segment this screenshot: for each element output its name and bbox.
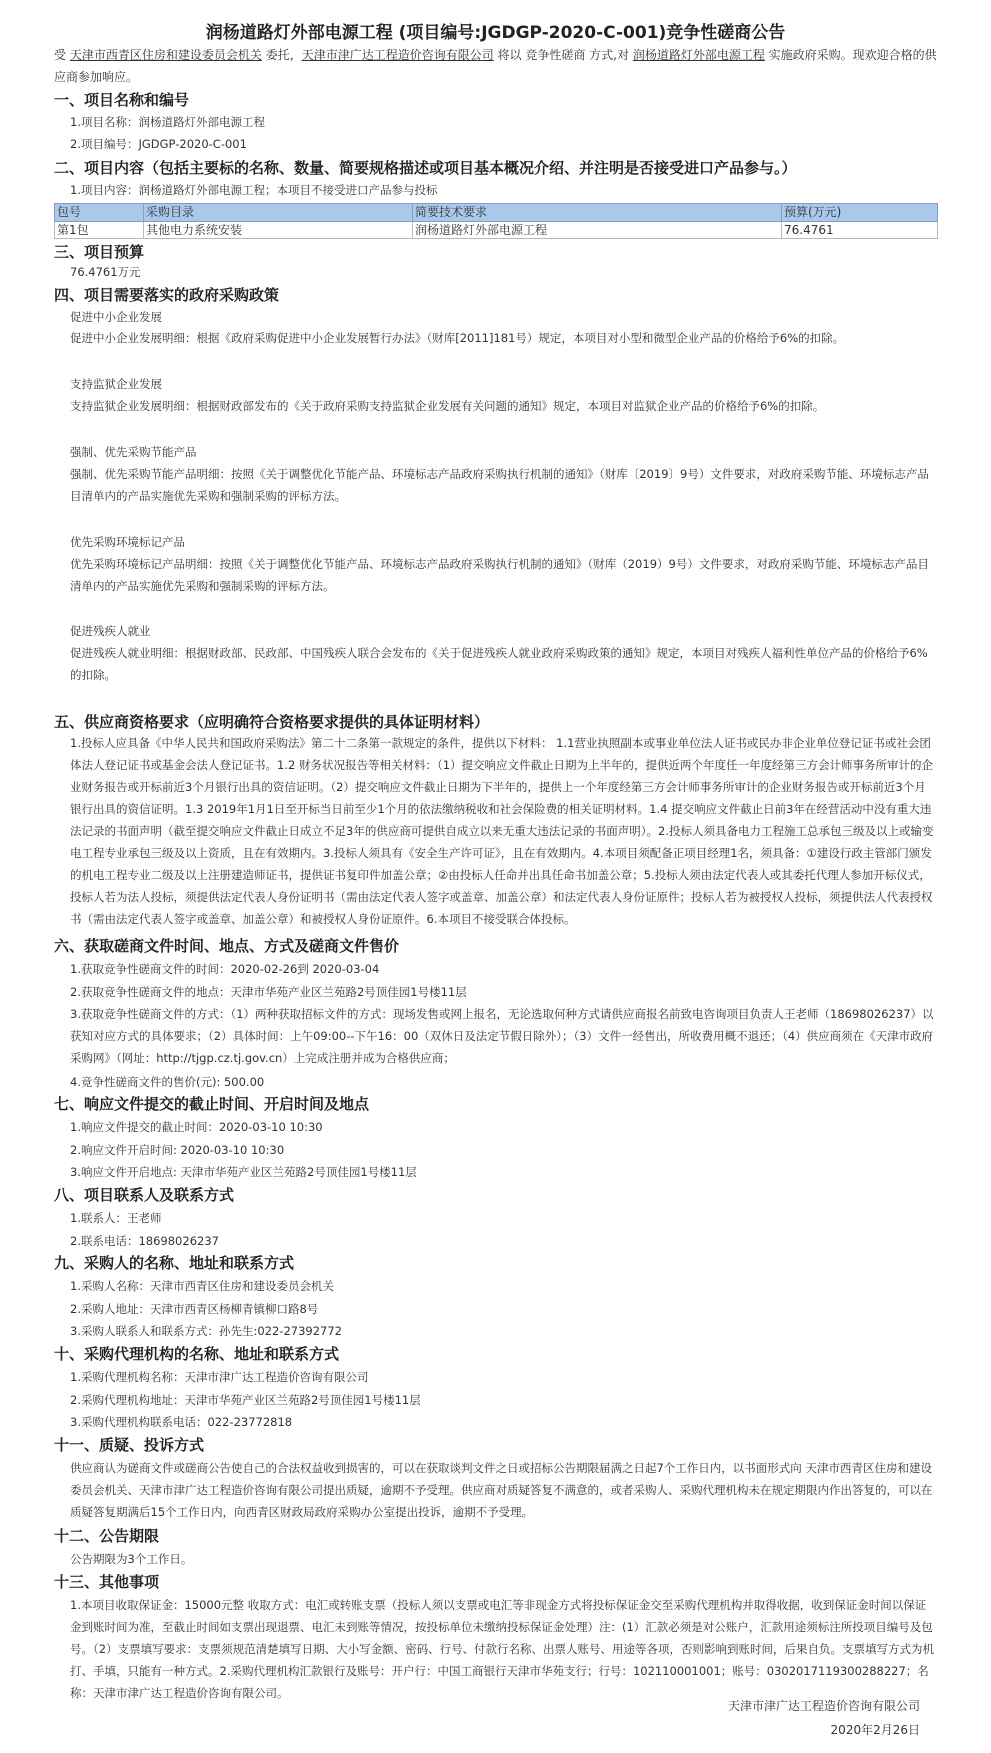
purchaser-contact: 3.采购人联系人和联系方式：孙先生:022-27392772 <box>70 1324 342 1338</box>
policy-prison-text: 支持监狱企业发展明细：根据财政部发布的《关于政府采购支持监狱企业发展有关问题的通知》规定，本项目对监狱企业产品的价格给予6%的扣除。 <box>70 399 825 413</box>
opening-time: 2.响应文件开启时间: 2020-03-10 10:30 <box>70 1143 285 1157</box>
contact-person: 1.联系人：王老师 <box>70 1211 162 1225</box>
section-5-heading: 五、供应商资格要求（应明确符合资格要求提供的具体证明材料） <box>54 713 490 731</box>
doc-price: 4.竞争性磋商文件的售价(元): 500.00 <box>70 1075 265 1089</box>
agency-link: 天津市津广达工程造价咨询有限公司 <box>301 48 494 62</box>
contact-phone: 2.联系电话：18698026237 <box>70 1234 219 1248</box>
project-content: 1.项目内容：润杨道路灯外部电源工程；本项目不接受进口产品参与投标 <box>70 183 438 197</box>
page-title: 润杨道路灯外部电源工程 (项目编号:JGDGP-2020-C-001)竞争性磋商公告 <box>205 23 786 43</box>
project-link: 润杨道路灯外部电源工程 <box>632 48 765 62</box>
signature-date: 2020年2月26日 <box>830 1723 920 1737</box>
doc-time: 1.获取竞争性磋商文件的时间：2020-02-26到 2020-03-04 <box>70 962 380 976</box>
cell-category: 其他电力系统安装 <box>144 222 413 239</box>
header-budget: 预算(万元) <box>782 204 938 222</box>
policy-eco-text: 优先采购环境标记产品明细：按照《关于调整优化节能产品、环境标志产品政府采购执行机制的通知》（财库（2019）9号）文件要求，对政府采购节能、环境标志产品目清单内的产品实施优先采购和强制采购的评标方法。 <box>70 557 929 593</box>
policy-energy-text: 强制、优先采购节能产品明细：按照《关于调整优化节能产品、环境标志产品政府采购执行机制的通知》（财库〔2019〕9号）文件要求，对政府采购节能、环境标志产品目清单内的产品实施优先采购和强制采购的评标方法。 <box>70 467 929 503</box>
section-7-heading: 七、响应文件提交的截止时间、开启时间及地点 <box>54 1095 370 1113</box>
project-number: 2.项目编号：JGDGP-2020-C-001 <box>70 137 247 151</box>
policy-prison-title: 支持监狱企业发展 <box>70 377 162 391</box>
intro-paragraph: 受 天津市西青区住房和建设委员会机关 委托，天津市津广达工程造价咨询有限公司 将以 竞争性磋商 方式,对 润杨道路灯外部电源工程 实施政府采购。现欢迎合格的供应商参加响应。 <box>54 48 937 84</box>
section-13-heading: 十三、其他事项 <box>54 1573 160 1591</box>
policy-energy-title: 强制、优先采购节能产品 <box>70 445 197 459</box>
table-header-row <box>55 204 938 222</box>
policy-sme-title: 促进中小企业发展 <box>70 310 162 324</box>
cell-budget: 76.4761 <box>782 222 938 239</box>
signature-org: 天津市津广达工程造价咨询有限公司 <box>727 1699 920 1713</box>
section-3-heading: 三、项目预算 <box>54 243 145 261</box>
section-10-heading: 十、采购代理机构的名称、地址和联系方式 <box>54 1345 340 1363</box>
agency-phone: 3.采购代理机构联系电话：022-23772818 <box>70 1415 293 1429</box>
section-4-heading: 四、项目需要落实的政府采购政策 <box>54 286 280 304</box>
header-package: 包号 <box>55 204 144 222</box>
other-matters-text: 1.本项目收取保证金：15000元整 收取方式：电汇或转账支票（投标人须以支票或电汇等非现金方式将投标保证金交至采购代理机构并取得收据，收到保证金时间以保证金到账时间为准，至截止时间如支票出现退票、电汇未到账等情况，按投标单位未缴纳投标保证金处理）注：(1）汇款必须是对公账户，汇款用途须标注所投项目编号及包号。（2）支票填写要求：支票须规范清楚填写日期、大小写金额、密码、行号、付款行名称、出票人账号、用途等各项，否则影响到账时间，后果自负。支票填写方式为机打、手填，只能有一种方式。2.采购代理机构汇款银行及账号：开户行：中国工商银行天津市华苑支行；行号：102110001001；账号：0302017119300288227；名称：天津市津广达工程造价咨询有限公司。 <box>70 1598 935 1700</box>
cell-package: 第1包 <box>55 222 144 239</box>
agency-name: 1.采购代理机构名称：天津市津广达工程造价咨询有限公司 <box>70 1370 369 1384</box>
qualification-requirements: 1.投标人应具备《中华人民共和国政府采购法》第二十二条第一款规定的条件，提供以下材料： 1.1营业执照副本或事业单位法人证书或民办非企业单位登记证书或社会团体法人登记证书或基金会法人登记证书。1.2 财务状况报告等相关材料：（1）提交响应文件截止日期为上半年的，提供近两个年度任一年度经第三方会计师事务所审计的企业财务报告或开标前近3个月银行出具的资信证明。（2）提交响应文件截止日期为下半年的，提供上一个年度经第三方会计师事务所审计的企业财务报告或开标前近3个月银行出具的资信证明。1.3 2019年1月1日至开标当日前至少1个月的依法缴纳税收和社会保险费的相关证明材料。1.4 提交响应文件截止日前3年在经营活动中没有重大违法记录的书面声明（截至提交响应文件截止日成立不足3年的供应商可提供自成立以来无重大违法记录的书面声明）。2.投标人须具备电力工程施工总承包三级及以上或输变电工程专业承包三级及以上资质，且在有效期内。3.投标人须具有《安全生产许可证》，且在有效期内。4.本项目须配备正项目经理1名，须具备：①建设行政主管部门颁发的机电工程专业二级及以上注册建造师证书，提供证书复印件加盖公章；②由投标人任命并出具任命书加盖公章；5.投标人须由法定代表人或其委托代理人参加开标仪式，投标人若为法人投标，须提供法定代表人身份证明书（需由法定代表人签字或盖章、加盖公章）和法定代表人身份证原件；投标人若为被授权人投标，须提供法人代表授权书（需由法定代表人签字或盖章、加盖公章）和被授权人身份证原件。6.本项目不接受联合体投标。 <box>70 736 934 926</box>
response-deadline: 1.响应文件提交的截止时间：2020-03-10 10:30 <box>70 1120 323 1134</box>
complaint-text: 供应商认为磋商文件或磋商公告使自己的合法权益收到损害的，可以在获取谈判文件之日或招标公告期限届满之日起7个工作日内，以书面形式向 天津市西青区住房和建设委员会机关、天津市津广达工程造价咨询有限公司提出质疑，逾期不予受理。供应商对质疑答复不满意的，或者采购人、采购代理机构未在规定期限内作出答复的，可以在质疑答复期满后15个工作日内，向西青区财政局政府采购办公室提出投诉，逾期不予受理。 <box>70 1461 933 1519</box>
header-requirements: 简要技术要求 <box>413 204 782 222</box>
table-row <box>55 222 938 239</box>
agency-address: 2.采购代理机构地址：天津市华苑产业区兰苑路2号顶佳园1号楼11层 <box>70 1393 421 1407</box>
policy-eco-title: 优先采购环境标记产品 <box>70 535 185 549</box>
project-name: 1.项目名称：润杨道路灯外部电源工程 <box>70 115 265 129</box>
policy-disabled-text: 促进残疾人就业明细：根据财政部、民政部、中国残疾人联合会发布的《关于促进残疾人就业政府采购政策的通知》规定，本项目对残疾人福利性单位产品的价格给予6%的扣除。 <box>70 646 928 682</box>
section-2-heading: 二、项目内容（包括主要标的名称、数量、简要规格描述或项目基本概况介绍、并注明是否接受进口产品参与。） <box>54 159 797 177</box>
section-9-heading: 九、采购人的名称、地址和联系方式 <box>54 1254 295 1272</box>
section-6-heading: 六、获取磋商文件时间、地点、方式及磋商文件售价 <box>54 937 400 955</box>
section-1-heading: 一、项目名称和编号 <box>54 91 190 109</box>
purchaser-address: 2.采购人地址：天津市西青区杨柳青镇柳口路8号 <box>70 1302 319 1316</box>
policy-sme-text: 促进中小企业发展明细：根据《政府采购促进中小企业发展暂行办法》（财库[2011]181号）规定，本项目对小型和微型企业产品的价格给予6%的扣除。 <box>70 331 845 345</box>
doc-method: 3.获取竞争性磋商文件的方式：（1）两种获取招标文件的方式：现场发售或网上报名，无论选取何种方式请供应商报名前致电咨询项目负责人王老师（18698026237）以获知对应方式的具体要求；（2）具体时间：上午09:00--下午16：00（双休日及法定节假日除外）；（3）文件一经售出，所收费用概不退还；（4）供应商须在《天津市政府采购网》（网址：http://tjgp.cz.tj.gov.cn）上完成注册并成为合格供应商； <box>70 1007 934 1065</box>
policy-disabled-title: 促进残疾人就业 <box>70 624 151 638</box>
section-11-heading: 十一、质疑、投诉方式 <box>54 1436 205 1454</box>
purchaser-link: 天津市西青区住房和建设委员会机关 <box>69 48 262 62</box>
header-category: 采购目录 <box>144 204 413 222</box>
notice-period: 公告期限为3个工作日。 <box>70 1552 193 1566</box>
procurement-table <box>54 203 938 239</box>
opening-location: 3.响应文件开启地点: 天津市华苑产业区兰苑路2号顶佳园1号楼11层 <box>70 1165 417 1179</box>
budget-amount: 76.4761万元 <box>70 265 141 279</box>
section-8-heading: 八、项目联系人及联系方式 <box>54 1186 235 1204</box>
cell-requirements: 润杨道路灯外部电源工程 <box>413 222 782 239</box>
doc-location: 2.获取竞争性磋商文件的地点：天津市华苑产业区兰苑路2号顶佳园1号楼11层 <box>70 985 467 999</box>
purchaser-name: 1.采购人名称：天津市西青区住房和建设委员会机关 <box>70 1279 334 1293</box>
section-12-heading: 十二、公告期限 <box>54 1527 160 1545</box>
